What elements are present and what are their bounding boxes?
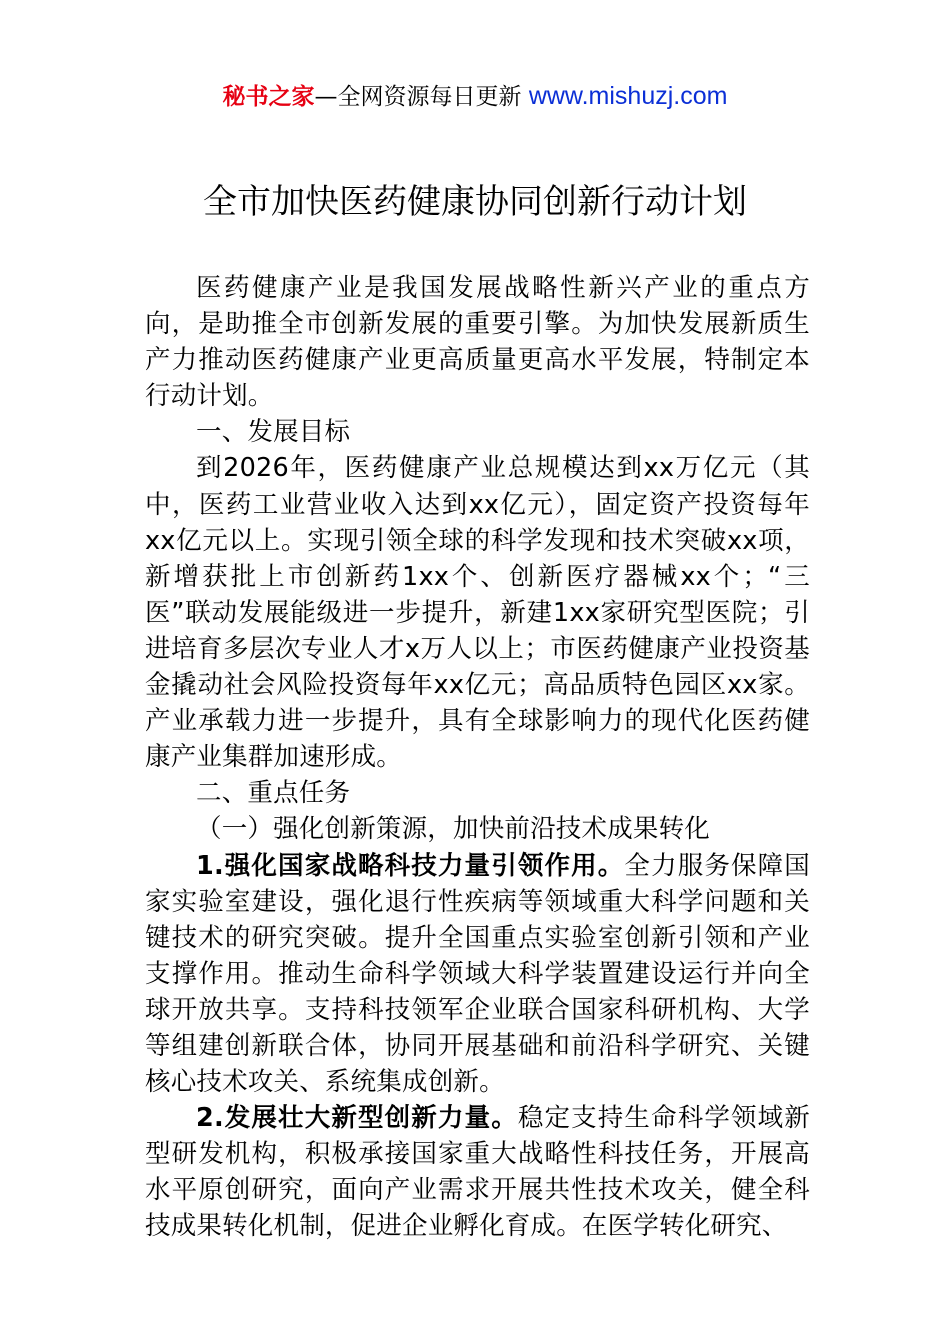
task-item-1-text: 全力服务保障国家实验室建设，强化退行性疾病等领域重大科学问题和关键技术的研究突破。提升全国重点实验室创新引领和产业支撑作用。推动生命科学领域大科学装置建设运行并向全球开放共享。支持科技领军企业联合国家科研机构、大学等组建创新联合体，协同开展基础和前沿科学研究、关键核心技术攻关、系统集成创新。	[145, 850, 810, 1098]
section-heading-goals: 一、发展目标	[196, 417, 351, 448]
task-item-2	[145, 1100, 810, 1244]
subsection-heading-1: （一）强化创新策源，加快前沿技术成果转化	[196, 814, 711, 845]
task-item-2-lead: 2.发展壮大新型创新力量。	[196, 1103, 518, 1134]
document-body	[145, 270, 810, 1245]
task-item-1	[145, 848, 810, 1101]
site-header	[0, 80, 950, 113]
section-heading-tasks: 二、重点任务	[196, 778, 351, 809]
header-tagline: —全网资源每日更新	[314, 84, 529, 110]
task-item-1-lead: 1.强化国家战略科技力量引领作用。	[196, 850, 625, 881]
website-link[interactable]: www.mishuzj.com	[528, 82, 728, 110]
intro-paragraph: 医药健康产业是我国发展战略性新兴产业的重点方向，是助推全市创新发展的重要引擎。为加快发展新质生产力推动医药健康产业更高质量更高水平发展，特制定本行动计划。	[145, 273, 810, 412]
brand-name: 秘书之家	[222, 84, 315, 110]
document-title: 全市加快医药健康协同创新行动计划	[203, 182, 747, 222]
goals-paragraph: 到2026年，医药健康产业总规模达到xx万亿元（其中，医药工业营业收入达到xx亿元），固定资产投资每年xx亿元以上。实现引领全球的科学发现和技术突破xx项，新增获批上市创新药1xx个、创新医疗器械xx个；“三医”联动发展能级进一步提升，新建1xx家研究型医院；引进培育多层次专业人才x万人以上；市医药健康产业投资基金撬动社会风险投资每年xx亿元；高品质特色园区xx家。产业承载力进一步提升，具有全球影响力的现代化医药健康产业集群加速形成。	[145, 453, 810, 773]
task-item-2-text: 稳定支持生命科学领域新型研发机构，积极承接国家重大战略性科技任务，开展高水平原创研究，面向产业需求开展共性技术攻关，健全科技成果转化机制，促进企业孵化育成。在医学转化研究、	[145, 1103, 810, 1242]
